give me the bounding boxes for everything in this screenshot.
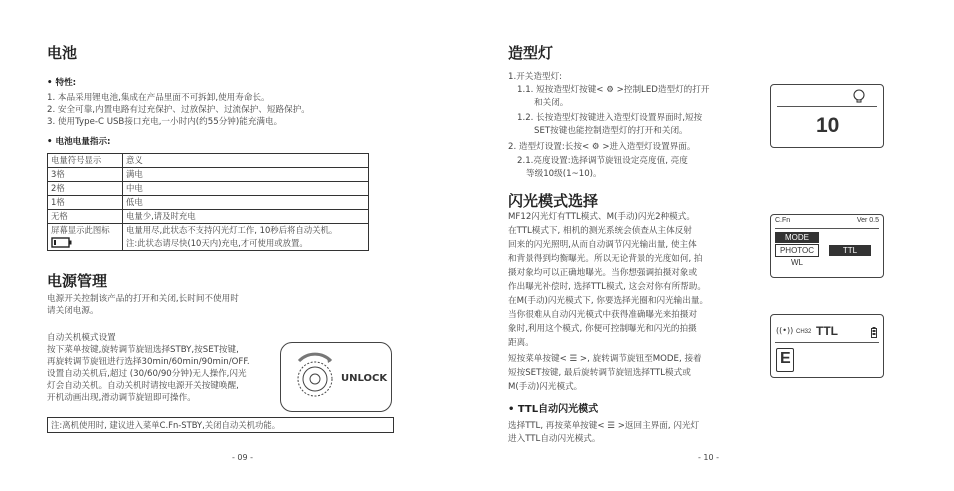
power-desc-1: 电源开关控制该产品的打开和关闭,长时间不使用时 <box>47 294 239 304</box>
table-row <box>48 210 369 224</box>
last-row-line1: 电量用尽,此状态不支持闪光灯工作, 10秒后将自动关机。 <box>126 225 338 235</box>
table-cell: 中电 <box>123 182 369 196</box>
model-line-3: 和关闭。 <box>534 98 569 108</box>
lcd-screen-modeling-light <box>770 84 884 148</box>
feature-3: 3. 使用Type-C USB接口充电,一小时内(约55分钟)能充满电。 <box>47 117 283 127</box>
table-row <box>48 224 369 251</box>
last-row-line2: 注:此状态请尽快(10天内)充电,才可使用或放置。 <box>126 238 308 248</box>
model-line-6: 2. 造型灯设置:长按< ⚙ >进入造型灯设置界面。 <box>508 142 696 152</box>
cfn-header-right: Ver 0.5 <box>856 217 879 224</box>
page-number-right: - 10 - <box>698 453 720 462</box>
page-number-left: - 09 - <box>232 453 254 462</box>
cfn-menu-mode: MODE <box>775 232 819 243</box>
table-row <box>48 168 369 182</box>
flash-line-11: 短按菜单按键< ☰ >, 旋转调节旋钮至MODE, 接着 <box>508 354 702 364</box>
model-line-5: SET按键也能控制造型灯的打开和关闭。 <box>534 126 688 136</box>
model-line-8: 等级10级(1~10)。 <box>526 169 602 179</box>
flash-line-7: 在M(手动)闪光模式下, 你要选择光圈和闪光输出量。 <box>508 296 709 306</box>
model-line-1: 1.开关造型灯: <box>508 72 563 82</box>
unlock-label: UNLOCK <box>341 373 388 384</box>
battery-level-heading: • 电池电量指示: <box>47 137 111 147</box>
auto-off-line-5: 开机动画出现,滑动调节旋钮即可操作。 <box>47 393 196 403</box>
power-title: 电源管理 <box>47 272 108 290</box>
table-cell: 低电 <box>123 196 369 210</box>
flash-line-9: 象时,利用这个模式, 你便可控制曝光和闪光的拍摄 <box>508 324 697 334</box>
table-cell: 无格 <box>48 210 123 224</box>
divider-line <box>777 106 877 107</box>
battery-level-table <box>47 153 369 251</box>
unlock-dial-illustration <box>280 342 392 412</box>
table-cell: 满电 <box>123 168 369 182</box>
power-desc-2: 请关闭电源。 <box>47 306 99 316</box>
table-header-cell: 电量符号显示 <box>48 154 123 168</box>
table-cell: 电量少,请及时充电 <box>123 210 369 224</box>
flash-mode-title: 闪光模式选择 <box>508 192 599 210</box>
header-divider <box>775 342 879 343</box>
big-e-label: E <box>780 350 791 367</box>
flash-line-10: 距离。 <box>508 338 534 348</box>
note-box: 注:离机使用时, 建议进入菜单C.Fn-STBY,关闭自动关机功能。 <box>47 417 394 433</box>
model-line-7: 2.1.亮度设置:选择调节旋钮设定亮度值, 亮度 <box>517 156 688 166</box>
flash-line-3: 回来的闪光照明,从而自动调节闪光输出量, 使主体 <box>508 240 697 250</box>
bulb-icon <box>852 89 866 105</box>
dial-icon <box>281 343 343 413</box>
auto-off-line-1: 按下菜单按键,旋转调节旋钮选择STBY,按SET按键, <box>47 345 239 355</box>
brightness-value: 10 <box>816 114 840 137</box>
ttl-line-1: 选择TTL, 再按菜单按键< ☰ >返回主界面, 闪光灯 <box>508 421 700 431</box>
flash-line-4: 和背景得到均衡曝光。所以无论背景的光度如何, 拍 <box>508 254 703 264</box>
flash-line-2: 在TTL模式下, 相机的测光系统会侦查从主体反射 <box>508 226 692 236</box>
auto-off-line-4: 灯会自动关机。自动关机时请按电源开关按键唤醒, <box>47 381 239 391</box>
feature-1: 1. 本品采用锂电池,集成在产品里面不可拆卸,使用寿命长。 <box>47 93 270 103</box>
flash-line-13: M(手动)闪光模式。 <box>508 382 583 392</box>
auto-off-title: 自动关机模式设置 <box>47 333 116 343</box>
flash-line-5: 摄对象均可以正确地曝光。当你想强调拍摄对象或 <box>508 268 698 278</box>
table-cell <box>48 224 123 251</box>
features-heading: • 特性: <box>47 78 77 88</box>
empty-battery-icon <box>51 237 73 248</box>
table-cell: 1格 <box>48 196 123 210</box>
table-cell <box>123 224 369 251</box>
table-row <box>48 182 369 196</box>
channel-label: CH32 <box>796 329 812 335</box>
flash-line-12: 短按SET按键, 最后旋转调节旋钮选择TTL模式或 <box>508 368 691 378</box>
cfn-header-left: C.Fn <box>775 217 791 224</box>
flash-line-6: 作出曝光补偿时, 选择TTL模式, 这会对你有所帮助。 <box>508 282 706 292</box>
cfn-menu-photoc: PHOTOC <box>775 244 819 257</box>
auto-off-line-2: 再旋转调节旋钮进行选择30min/60min/90min/OFF. <box>47 357 250 367</box>
last-row-label: 屏幕显示此图标 <box>51 225 110 235</box>
table-cell: 3格 <box>48 168 123 182</box>
mode-ttl-label: TTL <box>816 324 838 338</box>
ttl-heading: • TTL自动闪光模式 <box>508 404 599 415</box>
cfn-menu-wl: WL <box>791 258 803 267</box>
lcd-screen-cfn-menu <box>770 214 884 278</box>
ttl-line-2: 进入TTL自动闪光模式。 <box>508 434 601 444</box>
modeling-light-title: 造型灯 <box>508 44 554 62</box>
lcd-screen-ttl-main <box>770 314 884 378</box>
battery-title: 电池 <box>47 44 78 62</box>
table-cell: 2格 <box>48 182 123 196</box>
auto-off-line-3: 设置自动关机后,超过 (30/60/90分钟)无人操作,闪光 <box>47 369 247 379</box>
model-line-2: 1.1. 短按造型灯按键< ⚙ >控制LED造型灯的打开 <box>517 85 710 95</box>
table-header-cell: 意义 <box>123 154 369 168</box>
table-header-row <box>48 154 369 168</box>
model-line-4: 1.2. 长按造型灯按键进入造型灯设置界面时,短按 <box>517 113 703 123</box>
cfn-value-ttl: TTL <box>829 245 871 256</box>
table-row <box>48 196 369 210</box>
feature-2: 2. 安全可靠,内置电路有过充保护、过放保护、过流保护、短路保护。 <box>47 105 310 115</box>
flash-line-8: 当你很难从自动闪光模式中获得准确曝光来拍摄对 <box>508 310 698 320</box>
wireless-signal-icon: ((•)) <box>776 326 794 335</box>
big-e-box <box>776 348 794 372</box>
flash-line-1: MF12闪光灯有TTL模式、M(手动)闪光2种模式。 <box>508 212 695 222</box>
header-divider <box>775 228 879 229</box>
battery-icon <box>871 327 877 338</box>
